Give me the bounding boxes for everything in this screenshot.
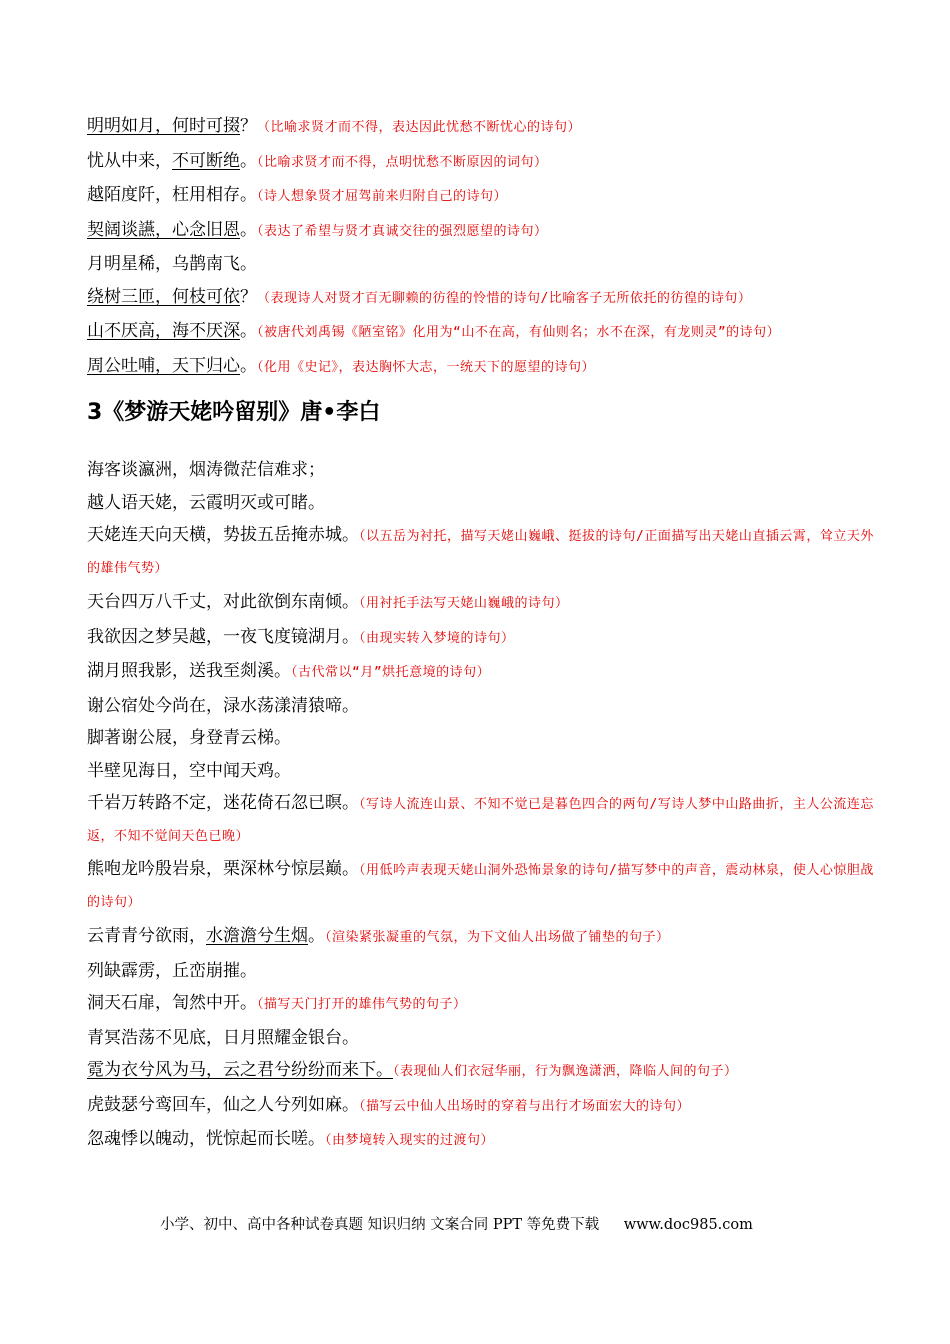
- annotation-note: （用低吟声表现天姥山洞外恐怖景象的诗句/描写梦中的声音，震动林泉，使人心惊胆战的诗句）: [87, 863, 874, 910]
- annotation-note: （诗人想象贤才屈驾前来归附自己的诗句）: [257, 189, 508, 204]
- annotation-note: （比喻求贤才而不得，点明忧愁不断原因的词句）: [257, 154, 548, 170]
- poem-section-1: [87, 110, 877, 384]
- poem-text: 天姥连天向天横，势拔五岳掩赤城。: [87, 525, 359, 545]
- poem-line: [87, 350, 877, 385]
- annotation-note: （描写天门打开的雄伟气势的句子）: [257, 997, 467, 1012]
- annotation-note: （以五岳为衬托，描写天姥山巍峨、挺拔的诗句/正面描写出天姥山直插云霄，耸立天外的雄伟气势）: [87, 529, 874, 576]
- poem-text: 谢公宿处今尚在，渌水荡漾清猿啼。: [87, 695, 359, 716]
- annotation-note: （化用《史记》，表达胸怀大志，一统天下的愿望的诗句）: [257, 359, 596, 375]
- poem-text-underlined: 契阔谈讌，心念旧恩: [87, 219, 240, 240]
- poem-line: [87, 854, 877, 918]
- poem-text: ？: [240, 116, 257, 136]
- poem-text-underlined: 绕树三匝，何枝可依: [87, 286, 240, 307]
- poem-text-underlined: 明明如月，何时可掇: [87, 116, 240, 136]
- poem-text: 天台四万八千丈，对此欲倒东南倾。: [87, 592, 359, 612]
- poem-text: 洞天石扉，訇然中开。: [87, 993, 257, 1013]
- annotation-note: （用衬托手法写天姥山巍峨的诗句）: [359, 596, 569, 611]
- poem-line: [87, 1123, 877, 1158]
- poem-line: [87, 110, 877, 145]
- page-footer: [160, 1213, 880, 1234]
- poem-text: 脚著谢公屐，身登青云梯。: [87, 728, 291, 748]
- poem-line: [87, 179, 877, 214]
- poem-line: [87, 788, 877, 852]
- poem-text: 青冥浩荡不见底，日月照耀金银台。: [87, 1027, 359, 1048]
- poem-line: [87, 987, 877, 1022]
- poem-line: [87, 315, 877, 350]
- annotation-note: （表达了希望与贤才真诚交往的强烈愿望的诗句）: [257, 223, 548, 239]
- poem-text: 海客谈瀛洲，烟涛微茫信难求；: [87, 460, 325, 480]
- poem-line: [87, 655, 877, 690]
- poem-line: [87, 955, 877, 988]
- poem-line: [87, 520, 877, 584]
- poem-line: [87, 690, 877, 723]
- annotation-note: （比喻求贤才而不得，表达因此忧愁不断忧心的诗句）: [257, 120, 582, 135]
- poem-line: [87, 755, 877, 788]
- poem-text: 熊咆龙吟殷岩泉，栗深林兮惊层巅。: [87, 859, 359, 879]
- poem-line: [87, 586, 877, 621]
- poem-text: 我欲因之梦吴越，一夜飞度镜湖月。: [87, 626, 359, 647]
- poem-text-underlined: 山不厌高，海不厌深: [87, 321, 240, 341]
- poem-line: [87, 145, 877, 180]
- annotation-note: （描写云中仙人出场时的穿着与出行才场面宏大的诗句）: [359, 1098, 691, 1114]
- poem-text-underlined: 水澹澹兮生烟: [206, 926, 308, 946]
- poem-text: 忽魂悸以魄动，恍惊起而长嗟。: [87, 1129, 325, 1149]
- poem-line: [87, 1054, 877, 1089]
- poem-line: [87, 487, 877, 520]
- annotation-note: （古代常以“月”烘托意境的诗句）: [291, 665, 491, 680]
- poem-text: 半壁见海日，空中闻天鸡。: [87, 760, 291, 781]
- poem-line: [87, 248, 877, 281]
- annotation-note: （写诗人流连山景、不知不觉已是暮色四合的两句/写诗人梦中山路曲折，主人公流连忘返，不知不觉间天色已晚）: [87, 797, 874, 844]
- annotation-note: （表现仙人们衣冠华丽，行为飘逸潇洒，降临人间的句子）: [393, 1064, 738, 1079]
- annotation-note: （表现诗人对贤才百无聊赖的彷徨的怜惜的诗句/比喻客子无所依托的彷徨的诗句）: [257, 290, 752, 306]
- section-title: 3《梦游天姥吟留别》唐•李白: [87, 400, 381, 425]
- poem-text: 。: [240, 321, 257, 341]
- poem-text: 虎鼓瑟兮鸾回车，仙之人兮列如麻。: [87, 1094, 359, 1115]
- footer-text: 小学、初中、高中各种试卷真题 知识归纳 文案合同 PPT 等免费下载: [160, 1217, 600, 1233]
- poem-line: [87, 1089, 877, 1124]
- poem-text: 越人语天姥，云霞明灭或可睹。: [87, 492, 325, 513]
- poem-text: ？: [240, 286, 257, 307]
- annotation-note: （由现实转入梦境的诗句）: [359, 630, 515, 646]
- poem-text: 越陌度阡，枉用相存。: [87, 185, 257, 205]
- poem-line: [87, 281, 877, 316]
- poem-text: 湖月照我影，送我至剡溪。: [87, 661, 291, 681]
- poem-line: [87, 722, 877, 755]
- poem-text: 。: [240, 355, 257, 376]
- poem-section-2: [87, 454, 877, 1158]
- poem-text: 云青青兮欲雨，: [87, 926, 206, 946]
- poem-text: 。: [240, 150, 257, 171]
- poem-line: [87, 920, 877, 955]
- poem-text: 。: [308, 926, 325, 946]
- poem-line: [87, 454, 877, 487]
- poem-text-underlined: 周公吐哺，天下归心: [87, 355, 240, 376]
- poem-text: 月明星稀，乌鹊南飞。: [87, 254, 257, 274]
- footer-url[interactable]: www.doc985.com: [623, 1217, 753, 1233]
- poem-text: 忧从中来，: [87, 150, 172, 171]
- poem-line: [87, 621, 877, 656]
- poem-line: [87, 214, 877, 249]
- poem-text-underlined: 不可断绝: [172, 150, 240, 171]
- annotation-note: （被唐代刘禹锡《陋室铭》化用为“山不在高，有仙则名；水不在深，有龙则灵”的诗句）: [257, 325, 781, 340]
- text-body: [87, 110, 877, 1158]
- poem-text: 千岩万转路不定，迷花倚石忽已暝。: [87, 793, 359, 813]
- poem-text: 列缺霹雳，丘峦崩摧。: [87, 960, 257, 981]
- poem-text-underlined: 霓为衣兮风为马，云之君兮纷纷而来下。: [87, 1060, 393, 1080]
- annotation-note: （渲染紧张凝重的气氛，为下文仙人出场做了铺垫的句子）: [325, 930, 670, 945]
- poem-text: 。: [240, 219, 257, 240]
- annotation-note: （由梦境转入现实的过渡句）: [325, 1133, 495, 1148]
- poem-line: [87, 1022, 877, 1055]
